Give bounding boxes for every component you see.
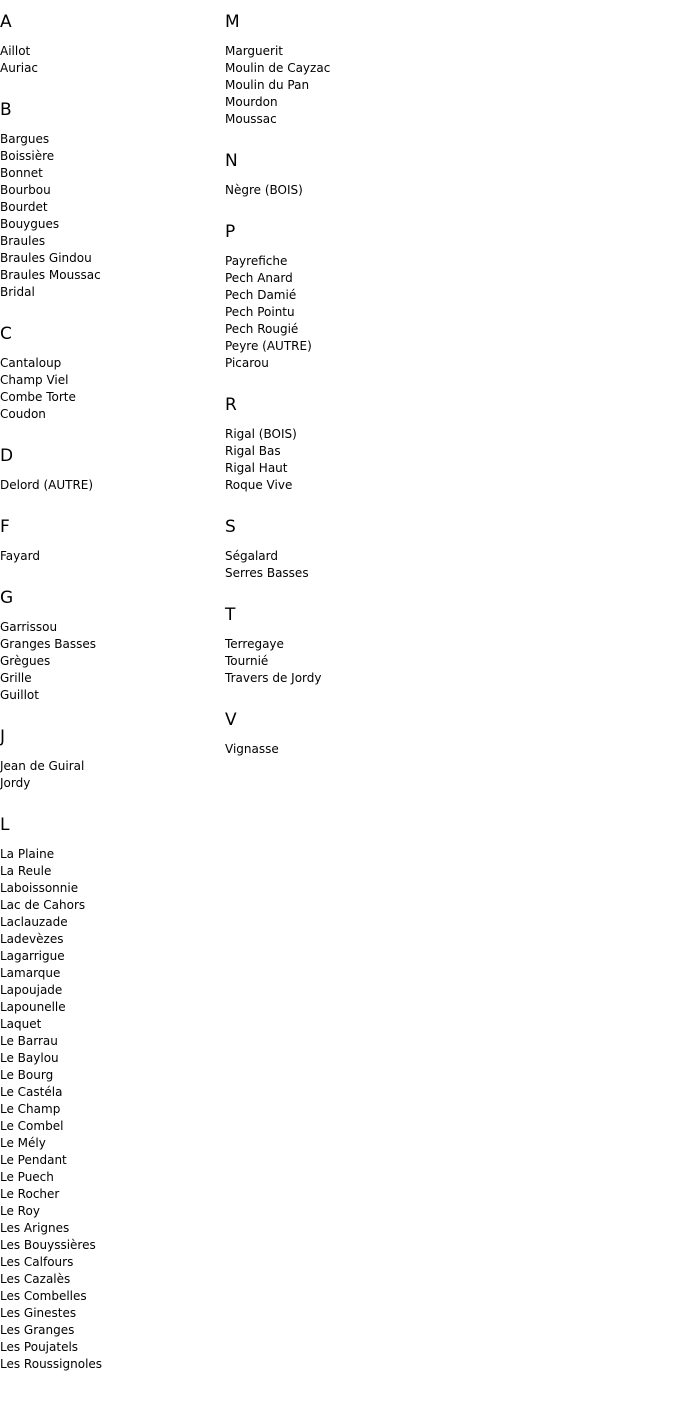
place-list-item[interactable]: Aillot — [0, 44, 31, 58]
place-list-item[interactable]: Moussac — [225, 112, 277, 126]
place-list-item[interactable]: Fayard — [0, 549, 40, 563]
place-list-item[interactable]: Laboissonnie — [0, 881, 79, 895]
place-list-item[interactable]: Pech Damié — [225, 288, 297, 302]
place-list — [225, 636, 485, 687]
place-list-item[interactable]: Boissière — [0, 149, 55, 163]
place-list-item[interactable]: Le Combel — [0, 1119, 64, 1133]
index-column-right — [225, 0, 485, 758]
place-list-item[interactable]: Pech Anard — [225, 271, 293, 285]
place-list-item[interactable]: Laclauzade — [0, 915, 68, 929]
place-list-item[interactable]: Champ Viel — [0, 373, 69, 387]
letter-heading: J — [0, 727, 6, 747]
place-list-item[interactable]: Lapoujade — [0, 983, 63, 997]
place-list — [0, 619, 220, 704]
place-list-item[interactable]: Les Calfours — [0, 1255, 74, 1269]
place-list-item[interactable]: Serres Basses — [225, 566, 309, 580]
place-list-item[interactable]: Braules — [0, 234, 46, 248]
place-list-item[interactable]: Roque Vive — [225, 478, 293, 492]
place-list — [225, 182, 485, 199]
place-list-item[interactable]: Peyre (AUTRE) — [225, 339, 312, 353]
letter-heading: T — [225, 605, 236, 625]
place-list-item[interactable]: Les Ginestes — [0, 1306, 77, 1320]
letter-group-a — [0, 12, 220, 77]
place-list — [0, 355, 220, 423]
place-list-item[interactable]: Travers de Jordy — [225, 671, 322, 685]
place-list-item[interactable]: Grègues — [0, 654, 51, 668]
place-list-item[interactable]: Bonnet — [0, 166, 43, 180]
place-list-item[interactable]: Braules Gindou — [0, 251, 92, 265]
place-list — [0, 131, 220, 301]
place-list-item[interactable]: Bouygues — [0, 217, 60, 231]
letter-group-d — [0, 446, 220, 494]
letter-group-t — [225, 605, 485, 687]
place-list-item[interactable]: Bourdet — [0, 200, 48, 214]
place-list-item[interactable]: Garrissou — [0, 620, 58, 634]
letter-group-r — [225, 395, 485, 494]
place-list-item[interactable]: La Reule — [0, 864, 52, 878]
place-list-item[interactable]: Payrefiche — [225, 254, 288, 268]
letter-heading: N — [225, 151, 238, 171]
letter-group-s — [225, 517, 485, 582]
place-list — [225, 253, 485, 372]
place-list — [0, 846, 220, 1373]
place-list-item[interactable]: Moulin de Cayzac — [225, 61, 331, 75]
place-list-item[interactable]: Le Baylou — [0, 1051, 59, 1065]
place-list-item[interactable]: La Plaine — [0, 847, 55, 861]
place-list-item[interactable]: Picarou — [225, 356, 269, 370]
place-list — [0, 758, 220, 792]
place-list-item[interactable]: Les Poujatels — [0, 1340, 79, 1354]
place-list-item[interactable]: Le Puech — [0, 1170, 54, 1184]
place-list-item[interactable]: Le Barrau — [0, 1034, 58, 1048]
place-list-item[interactable]: Bridal — [0, 285, 35, 299]
place-list-item[interactable]: Guillot — [0, 688, 39, 702]
place-list-item[interactable]: Vignasse — [225, 742, 279, 756]
place-list-item[interactable]: Ladevèzes — [0, 932, 64, 946]
place-list-item[interactable]: Coudon — [0, 407, 46, 421]
place-list-item[interactable]: Rigal Bas — [225, 444, 281, 458]
letter-heading: G — [0, 588, 14, 608]
letter-heading: V — [225, 710, 237, 730]
place-list-item[interactable]: Bargues — [0, 132, 50, 146]
place-list-item[interactable]: Le Pendant — [0, 1153, 67, 1167]
letter-heading: P — [225, 222, 236, 242]
letter-group-b — [0, 100, 220, 301]
letter-group-p — [225, 222, 485, 372]
index-column-left — [0, 0, 220, 1373]
letter-heading: L — [0, 815, 10, 835]
place-list — [225, 426, 485, 494]
place-list-item[interactable]: Les Roussignoles — [0, 1357, 103, 1371]
letter-heading: A — [0, 12, 12, 32]
place-list-item[interactable]: Rigal Haut — [225, 461, 288, 475]
letter-heading: D — [0, 446, 14, 466]
place-list-item[interactable]: Le Rocher — [0, 1187, 60, 1201]
place-list-item[interactable]: Marguerit — [225, 44, 284, 58]
place-list-item[interactable]: Lapounelle — [0, 1000, 66, 1014]
place-list-item[interactable]: Les Combelles — [0, 1289, 87, 1303]
place-list-item[interactable]: Les Arignes — [0, 1221, 70, 1235]
place-list-item[interactable]: Rigal (BOIS) — [225, 427, 297, 441]
place-list-item[interactable]: Les Bouyssières — [0, 1238, 96, 1252]
place-list-item[interactable]: Terregaye — [225, 637, 284, 651]
place-list — [225, 43, 485, 128]
place-list — [225, 741, 485, 758]
letter-heading: F — [0, 517, 10, 537]
place-list-item[interactable]: Lamarque — [0, 966, 61, 980]
place-list-item[interactable]: Ségalard — [225, 549, 278, 563]
letter-group-f — [0, 517, 220, 565]
place-list-item[interactable]: Delord (AUTRE) — [0, 478, 94, 492]
letter-group-l — [0, 815, 220, 1373]
letter-heading: M — [225, 12, 240, 32]
place-list-item[interactable]: Le Roy — [0, 1204, 40, 1218]
place-list-item[interactable]: Le Mély — [0, 1136, 46, 1150]
place-list — [0, 477, 220, 494]
place-list-item[interactable]: Lagarrigue — [0, 949, 65, 963]
place-list — [225, 548, 485, 582]
place-list-item[interactable]: Granges Basses — [0, 637, 96, 651]
place-list-item[interactable]: Tournié — [225, 654, 269, 668]
letter-group-c — [0, 324, 220, 423]
place-list — [0, 548, 220, 565]
place-list-item[interactable]: Le Castéla — [0, 1085, 63, 1099]
place-list-item[interactable]: Cantaloup — [0, 356, 62, 370]
letter-heading: R — [225, 395, 237, 415]
place-list-item[interactable]: Grille — [0, 671, 32, 685]
place-list-item[interactable]: Mourdon — [225, 95, 278, 109]
place-list-item[interactable]: Bourbou — [0, 183, 51, 197]
place-list-item[interactable]: Les Cazalès — [0, 1272, 71, 1286]
place-list-item[interactable]: Pech Rougié — [225, 322, 299, 336]
letter-group-n — [225, 151, 485, 199]
letter-heading: B — [0, 100, 12, 120]
place-list-item[interactable]: Auriac — [0, 61, 39, 75]
place-list-item[interactable]: Moulin du Pan — [225, 78, 310, 92]
letter-group-j — [0, 727, 220, 792]
letter-group-v — [225, 710, 485, 758]
place-list-item[interactable]: Pech Pointu — [225, 305, 295, 319]
letter-group-m — [225, 12, 485, 128]
place-list-item[interactable]: Jordy — [0, 776, 31, 790]
place-list-item[interactable]: Combe Torte — [0, 390, 76, 404]
place-list-item[interactable]: Jean de Guiral — [0, 759, 85, 773]
letter-heading: S — [225, 517, 236, 537]
place-list-item[interactable]: Nègre (BOIS) — [225, 183, 303, 197]
place-list-item[interactable]: Les Granges — [0, 1323, 75, 1337]
place-list-item[interactable]: Lac de Cahors — [0, 898, 86, 912]
letter-heading: C — [0, 324, 12, 344]
place-list-item[interactable]: Le Champ — [0, 1102, 61, 1116]
place-list-item[interactable]: Laquet — [0, 1017, 42, 1031]
letter-group-g — [0, 588, 220, 704]
place-list — [0, 43, 220, 77]
place-list-item[interactable]: Braules Moussac — [0, 268, 101, 282]
place-list-item[interactable]: Le Bourg — [0, 1068, 54, 1082]
